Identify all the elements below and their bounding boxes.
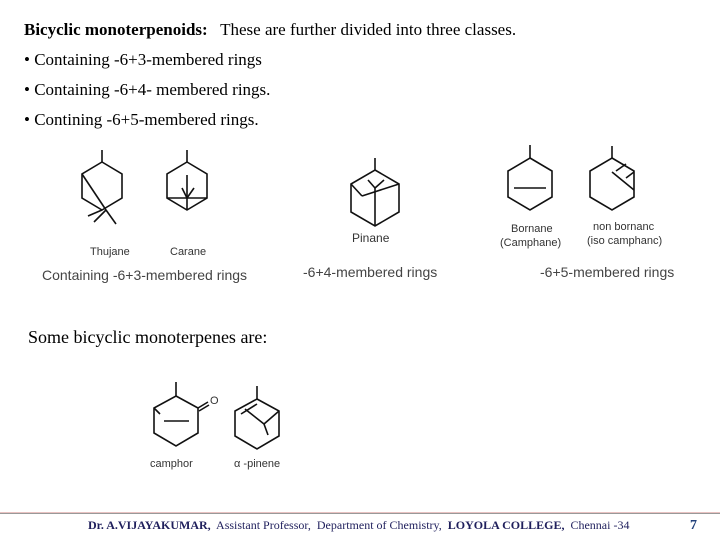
examples-intro: Some bicyclic monoterpenes are:: [28, 327, 268, 347]
camphor-label: camphor: [150, 458, 193, 470]
camphane-label: (Camphane): [500, 237, 562, 249]
bornane-structure: [508, 145, 552, 210]
isocamphane-label: (iso camphanc): [587, 235, 663, 247]
pinane-structure: [351, 158, 399, 226]
footer-city: Chennai -34: [570, 518, 630, 532]
footer-author: Dr. A.VIJAYAKUMAR,: [88, 518, 211, 532]
pinane-label: Pinane: [352, 231, 390, 245]
footer: [88, 518, 629, 533]
alpha-pinene-structure: [235, 386, 279, 449]
alpha-pinene-label: α -pinene: [234, 458, 281, 470]
page-number: 7: [690, 518, 697, 533]
footer-rule: [0, 513, 720, 514]
nonbornane-structure: [590, 146, 634, 210]
bullet-item: • Contining -6+5-membered rings.: [24, 110, 259, 129]
carane-label: Carane: [170, 246, 207, 258]
bullet-item: • Containing -6+4- membered rings.: [24, 80, 271, 99]
footer-dept: Department of Chemistry,: [316, 518, 442, 532]
nonbornane-label: non bornanc: [593, 221, 655, 233]
caption-six-five: -6+5-membered rings: [540, 264, 675, 280]
caption-six-three: Containing -6+3-membered rings: [42, 267, 248, 283]
footer-title: Assistant Professor,: [216, 518, 311, 532]
footer-college: LOYOLA COLLEGE,: [447, 518, 565, 532]
caption-six-four: -6+4-membered rings: [303, 264, 438, 280]
heading-rest: These are further divided into three classes.: [220, 20, 517, 39]
carane-structure: [167, 150, 207, 210]
thujane-structure: [82, 150, 122, 224]
camphor-structure: [154, 382, 209, 446]
bornane-label: Bornane: [511, 223, 553, 235]
thujane-label: Thujane: [90, 246, 130, 258]
heading-bold: Bicyclic monoterpenoids:: [24, 20, 208, 39]
bullet-item: • Containing -6+3-membered rings: [24, 50, 262, 69]
oxygen-label: O: [210, 395, 219, 407]
